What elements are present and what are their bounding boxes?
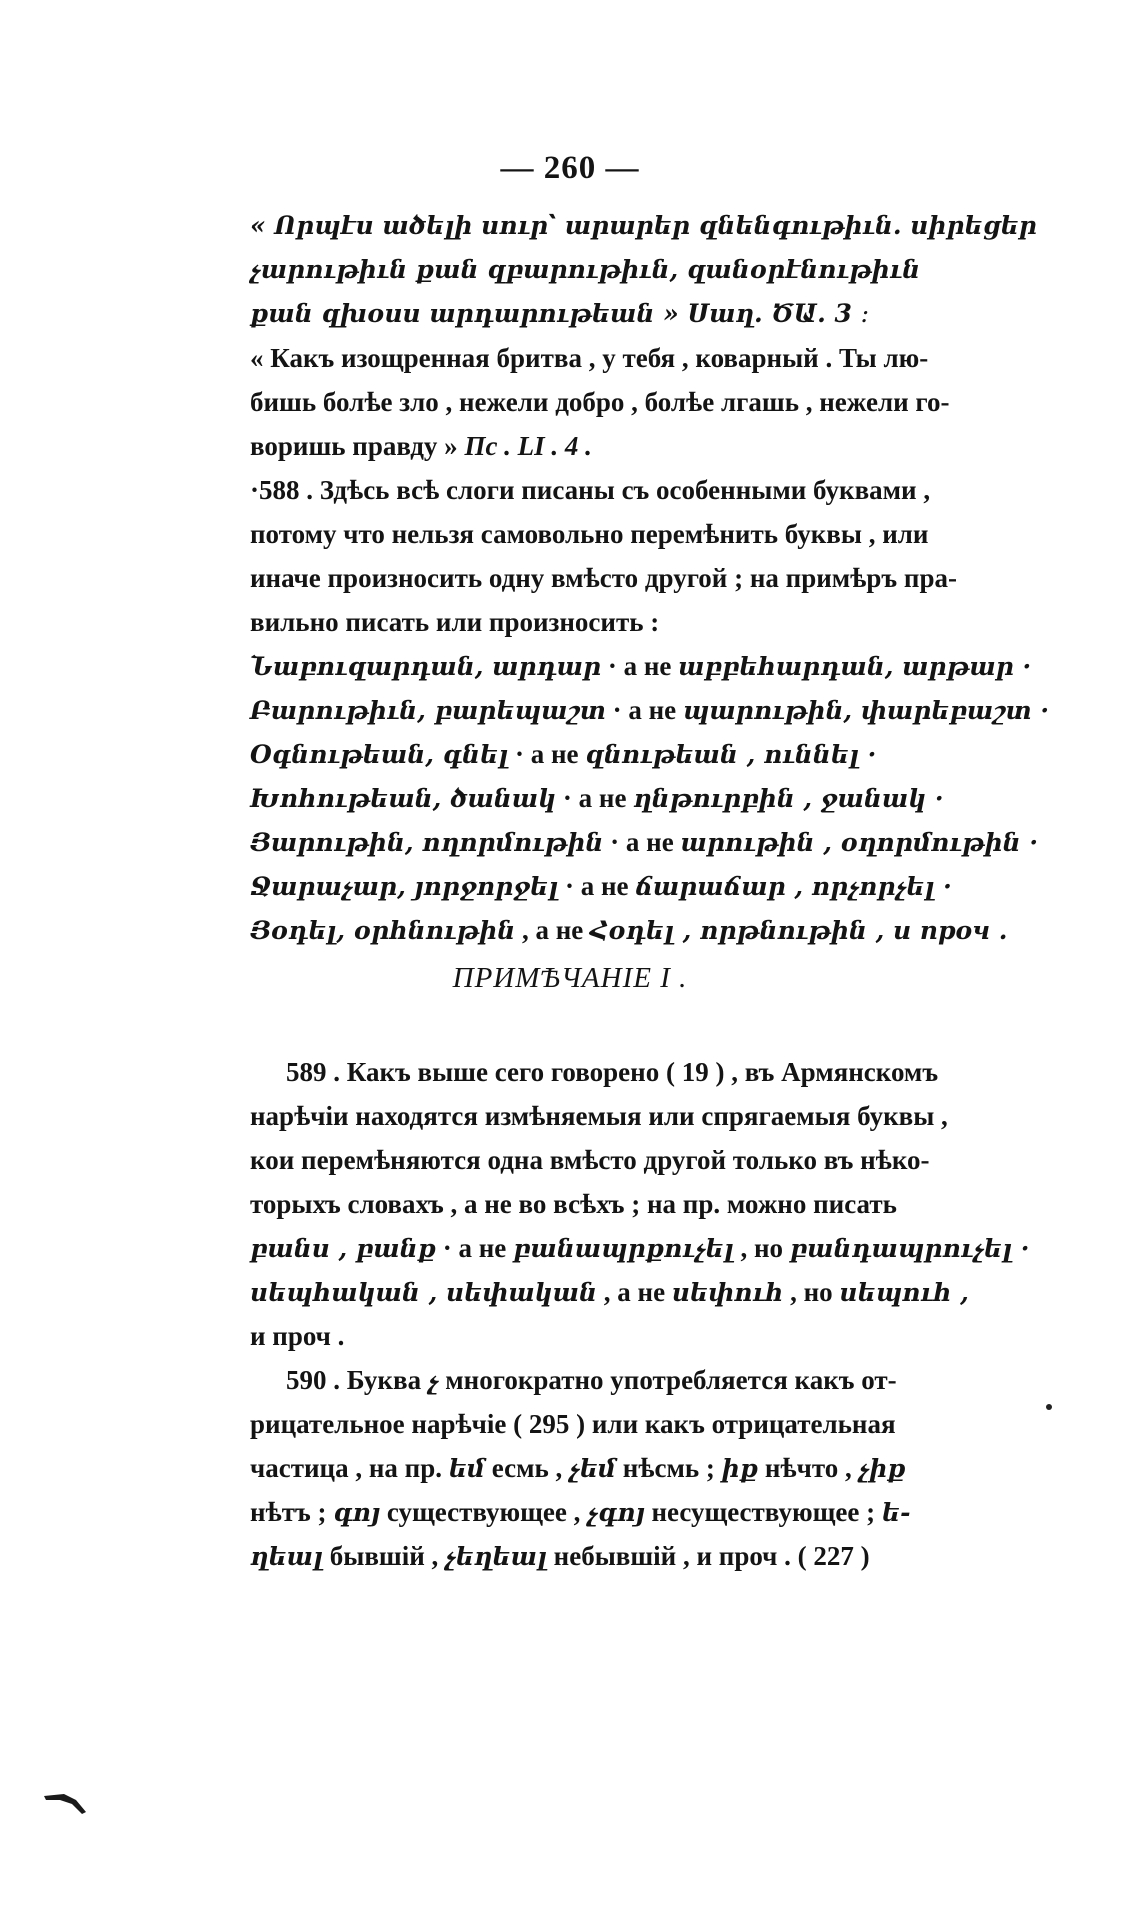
example-wrong: ղնթուրբին , ջանակ · [633,784,944,813]
example-row [250,688,1050,732]
paragraph-line: рицательное нарѣчіе ( 295 ) или какъ отрицательная [250,1409,896,1439]
example-correct: Օգնութեան, գնել [250,740,509,769]
example-separator: · а не [556,783,634,813]
ink-speck [1046,1404,1052,1410]
armenian-word: սեփուհ [671,1278,784,1307]
paragraph-line [250,1358,1018,1402]
paragraph-line: нарѣчіи находятся измѣняемыя или спрягаемыя буквы , [250,1101,948,1131]
inline-text: многократно употребляется какъ от- [438,1365,897,1395]
paragraph-line [250,1446,1018,1490]
paragraph-line: вильно писать или произносить : [250,607,660,637]
armenian-word: չիք [858,1454,906,1483]
inline-text: несуществующее ; [644,1497,882,1527]
paragraph-line [250,1534,1018,1578]
paragraph-line: потому что нельзя самовольно перемѣнить буквы , или [250,519,929,549]
example-wrong: արութին , օղորմութին · [680,828,1039,857]
paragraph-line: иначе произносить одну вмѣсто другой ; на примѣръ пра- [250,563,957,593]
translation-line: « Какъ изощренная бритва , у тебя , коварный . Ты лю- [250,343,929,373]
paragraph-line: ·588 . Здѣсь всѣ слоги писаны съ особенными буквами , [250,475,931,505]
example-wrong: աբբեհարդան, արթար · [678,652,1032,681]
armenian-word: չեմ [569,1454,616,1483]
inline-text: нѣсмь ; [616,1453,722,1483]
paragraph-line [250,1226,1030,1270]
example-wrong: Հօդել , որթնութին , и проч . [589,916,1008,945]
example-row [250,732,1018,776]
inline-text: нѣчто , [758,1453,859,1483]
example-separator: · а не [601,651,679,681]
paragraph-589 [250,1050,1030,1358]
armenian-word: եմ [448,1454,486,1483]
paragraph-line: 589 . Какъ выше сего говорено ( 19 ) , въ Армянскомъ [286,1057,939,1087]
example-separator: · а не [603,827,681,857]
inline-text: небывшій , и проч . ( 227 ) [546,1541,870,1571]
paragraph-line: кои перемѣняются одна вмѣсто другой только въ нѣко- [250,1145,930,1175]
example-wrong: պարութին, փարեբաշտ · [682,696,1050,725]
example-row [250,776,1018,820]
example-correct: Խոհութեան, ծանակ [250,784,557,813]
example-row [250,820,1039,864]
inline-text: существующее , [380,1497,588,1527]
armenian-quote-line: « Որպէս ածելի սուր՝ արարեր զնենգութիւն․ սիրեցեր [250,211,1037,240]
example-separator: , а не [515,915,590,945]
translation-line: бишь болѣе зло , нежели добро , болѣе лгашь , нежели го- [250,387,950,417]
translation-text: воришь правду » [250,431,465,461]
example-list [250,644,1050,952]
armenian-word: բանապրքուչել [513,1234,734,1263]
paragraph-588 [250,468,1018,644]
psalm-reference: Пс . LI . 4 . [464,431,592,461]
example-separator: · а не [508,739,586,769]
armenian-word: սեպուհ , [839,1278,969,1307]
example-wrong: զնութեան , ուննել · [585,740,877,769]
example-correct: Բարութիւն, բարեպաշտ [250,696,606,725]
armenian-letter: չ [427,1366,439,1395]
paragraph-590 [250,1358,1018,1578]
armenian-word: բանս , բանք [250,1234,436,1263]
armenian-word: բանդապրուչել · [789,1234,1030,1263]
inline-text: , а не [597,1277,672,1307]
paragraph-line [250,1270,1018,1314]
armenian-quote [250,204,1037,336]
example-separator: · а не [558,871,636,901]
inline-text: , но [733,1233,790,1263]
example-correct: Նաբուզարդան, արդար [250,652,602,681]
example-row [250,644,1032,688]
example-correct: Ջարաչար, յորջորջել [250,872,559,901]
translation-line [250,424,1018,468]
example-wrong: ճարաճար , որչորչել · [635,872,952,901]
russian-translation [250,336,1018,468]
section-heading: ПРИМѢЧАНІЕ I . [452,962,688,994]
example-separator: · а не [605,695,683,725]
inline-text: есмь , [485,1453,569,1483]
armenian-word: չգոյ [587,1498,645,1527]
armenian-word: սեպհական , սեփական [250,1278,598,1307]
armenian-word: իք [721,1454,759,1483]
paragraph-line [250,1490,1018,1534]
ink-mark [42,1790,102,1820]
armenian-word: ղեալ [250,1542,323,1571]
armenian-word: չեղեալ [445,1542,547,1571]
armenian-word: ե- [881,1498,911,1527]
armenian-quote-line: քան զխօսս արդարութեան » Սաղ․ ԾԱ․ 3 ։ [250,299,870,328]
inline-text: частица , на пр. [250,1453,449,1483]
inline-text: , но [783,1277,840,1307]
example-correct: Յարութին, ողորմութին [250,828,604,857]
inline-text: · а не [436,1233,514,1263]
paragraph-line: торыхъ словахъ , а не во всѣхъ ; на пр. можно писать [250,1189,897,1219]
armenian-quote-line: չարութիւն քան զբարութիւն, զանօրէնութիւն [250,255,921,284]
paragraph-line: и проч . [250,1321,345,1351]
armenian-word: գոյ [333,1498,381,1527]
example-row [250,908,1018,952]
example-row [250,864,1018,908]
example-correct: Յօդել, օրհնութին [250,916,516,945]
ink-mark-shape [44,1794,86,1814]
inline-text: бывшій , [323,1541,446,1571]
page-number: — 260 — [500,150,640,186]
inline-text: нѣтъ ; [250,1497,334,1527]
inline-text: 590 . Буква [286,1365,428,1395]
